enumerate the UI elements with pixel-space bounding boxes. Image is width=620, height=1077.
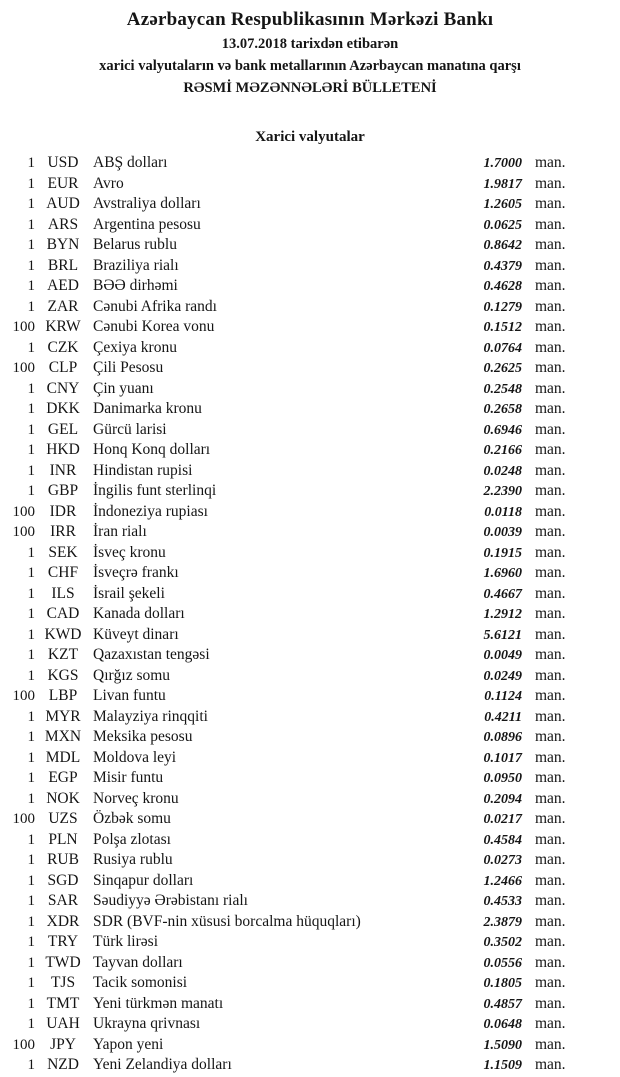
rate-value-cell: 0.6946	[483, 422, 522, 438]
rate-value-cell: 0.2658	[483, 402, 522, 417]
unit-cell: man.	[535, 420, 566, 438]
unit-cell: man.	[535, 1056, 566, 1073]
currency-code-cell: AUD	[46, 195, 80, 212]
rate-value-cell: 0.0049	[483, 648, 522, 663]
currency-name-cell: Gürcü larisi	[93, 420, 167, 438]
quantity-cell: 1	[27, 647, 35, 663]
unit-cell: man.	[535, 953, 566, 971]
currency-name-cell: Türk lirəsi	[93, 933, 158, 950]
currency-code-cell: NZD	[47, 1056, 79, 1073]
quantity-cell: 100	[12, 688, 35, 704]
unit-cell: man.	[535, 994, 566, 1012]
currency-name-cell: İsveçrə frankı	[93, 564, 179, 581]
quantity-cell: 1	[27, 606, 35, 622]
unit-cell: man.	[535, 687, 566, 704]
quantity-cell: 100	[12, 811, 35, 827]
rate-value-cell: 0.0217	[483, 812, 522, 827]
unit-cell: man.	[535, 461, 566, 479]
table-row	[0, 440, 620, 461]
quantity-cell: 1	[27, 421, 35, 438]
currency-name-cell: İndoneziya rupiası	[93, 502, 208, 520]
currency-code-cell: SEK	[48, 543, 78, 561]
rate-value-cell: 0.0556	[483, 955, 522, 971]
table-row	[0, 481, 620, 502]
currency-name-cell: Belarus rublu	[93, 236, 177, 253]
rate-value-cell: 0.0625	[483, 217, 522, 233]
table-row	[0, 1035, 620, 1056]
subtitle-line: xarici valyutaların və bank metallarının Azərbaycan manatına qarşı	[99, 58, 521, 74]
currency-code-cell: PLN	[48, 830, 78, 848]
quantity-cell: 1	[27, 401, 35, 417]
effective-date-line: 13.07.2018 tarixdən etibarən	[221, 36, 399, 52]
document-header	[0, 0, 620, 99]
table-row	[0, 297, 620, 318]
rate-value-cell: 0.0249	[483, 668, 522, 684]
table-row	[0, 194, 620, 215]
quantity-cell: 1	[27, 483, 35, 499]
currency-code-cell: BYN	[46, 236, 80, 253]
currency-code-cell: KRW	[45, 318, 81, 335]
unit-cell: man.	[535, 338, 566, 356]
currency-code-cell: SGD	[47, 871, 79, 889]
table-row	[0, 1014, 620, 1035]
rate-value-cell: 0.0118	[484, 504, 522, 520]
table-row	[0, 809, 620, 830]
currency-name-cell: Səudiyyə Ərəbistanı rialı	[93, 892, 248, 909]
unit-cell: man.	[535, 769, 566, 786]
unit-cell: man.	[535, 502, 566, 520]
rate-value-cell: 0.4533	[483, 894, 522, 909]
table-row	[0, 1055, 620, 1076]
currency-code-cell: IRR	[50, 523, 76, 540]
rate-value-cell: 1.5090	[483, 1037, 522, 1053]
quantity-cell: 1	[27, 872, 35, 889]
rate-value-cell: 0.2094	[483, 791, 522, 807]
unit-cell: man.	[535, 830, 566, 848]
table-row	[0, 891, 620, 912]
table-row	[0, 973, 620, 994]
rate-value-cell: 0.4857	[483, 996, 522, 1012]
rate-value-cell: 1.7000	[483, 156, 522, 171]
table-row	[0, 379, 620, 400]
quantity-cell: 1	[27, 257, 35, 274]
rate-value-cell: 0.3502	[483, 935, 522, 950]
quantity-cell: 1	[27, 626, 35, 643]
unit-cell: man.	[535, 605, 566, 622]
currency-name-cell: Tacik somonisi	[93, 974, 188, 991]
table-row	[0, 563, 620, 584]
currency-code-cell: JPY	[50, 1035, 76, 1053]
currency-code-cell: CLP	[48, 359, 78, 376]
quantity-cell: 1	[27, 770, 35, 786]
currency-name-cell: Misir funtu	[93, 769, 164, 786]
currency-name-cell: BƏƏ dirhəmi	[93, 277, 178, 294]
table-row	[0, 420, 620, 441]
quantity-cell: 1	[27, 278, 35, 294]
currency-name-cell: Honq Konq dolları	[93, 441, 211, 458]
currency-code-cell: AED	[47, 277, 79, 294]
rate-value-cell: 1.1509	[483, 1058, 522, 1073]
quantity-cell: 1	[27, 667, 35, 684]
table-row	[0, 235, 620, 256]
rate-value-cell: 1.9817	[483, 176, 522, 192]
unit-cell: man.	[535, 789, 566, 807]
table-row	[0, 994, 620, 1015]
currency-code-cell: CNY	[46, 379, 80, 397]
currency-code-cell: TWD	[45, 953, 81, 971]
rate-value-cell: 5.6121	[483, 627, 522, 643]
currency-code-cell: DKK	[46, 400, 80, 417]
table-row	[0, 850, 620, 871]
rate-value-cell: 2.2390	[483, 484, 522, 499]
table-row	[0, 338, 620, 359]
currency-name-cell: Tayvan dolları	[93, 953, 183, 971]
currency-code-cell: ARS	[47, 215, 79, 233]
currency-code-cell: GEL	[47, 420, 79, 438]
currency-name-cell: Yeni Zelandiya dolları	[93, 1056, 232, 1073]
quantity-cell: 1	[27, 729, 35, 745]
table-row	[0, 830, 620, 851]
currency-name-cell: Malayziya rinqqiti	[93, 707, 208, 725]
unit-cell: man.	[535, 1035, 566, 1053]
currency-name-cell: Polşa zlotası	[93, 830, 171, 848]
rate-value-cell: 0.4211	[484, 709, 522, 725]
unit-cell: man.	[535, 933, 566, 950]
rate-value-cell: 2.3879	[483, 914, 522, 930]
unit-cell: man.	[535, 236, 566, 253]
currency-name-cell: Danimarka kronu	[93, 400, 202, 417]
quantity-cell: 100	[12, 1036, 35, 1053]
table-row	[0, 666, 620, 687]
rate-value-cell: 0.0896	[483, 730, 522, 745]
currency-code-cell: KWD	[44, 625, 82, 643]
table-row	[0, 748, 620, 769]
currency-code-cell: SAR	[47, 892, 79, 909]
table-row	[0, 461, 620, 482]
unit-cell: man.	[535, 379, 566, 397]
unit-cell: man.	[535, 625, 566, 643]
table-row	[0, 317, 620, 338]
rate-value-cell: 1.6960	[483, 566, 522, 581]
rate-value-cell: 0.4628	[483, 279, 522, 294]
rate-value-cell: 0.1512	[483, 320, 522, 335]
table-row	[0, 399, 620, 420]
unit-cell: man.	[535, 666, 566, 684]
unit-cell: man.	[535, 871, 566, 889]
unit-cell: man.	[535, 441, 566, 458]
quantity-cell: 1	[27, 913, 35, 930]
currency-name-cell: Rusiya rublu	[93, 851, 173, 868]
rate-value-cell: 0.0648	[483, 1017, 522, 1032]
unit-cell: man.	[535, 297, 566, 315]
currency-name-cell: Sinqapur dolları	[93, 871, 194, 889]
currency-code-cell: TJS	[50, 974, 76, 991]
currency-name-cell: Argentina pesosu	[93, 215, 201, 233]
unit-cell: man.	[535, 174, 566, 192]
quantity-cell: 1	[27, 380, 35, 397]
table-row	[0, 215, 620, 236]
currency-name-cell: Moldova leyi	[93, 748, 177, 766]
table-row	[0, 276, 620, 297]
currency-name-cell: İsveç kronu	[93, 543, 166, 561]
unit-cell: man.	[535, 728, 566, 745]
unit-cell: man.	[535, 974, 566, 991]
table-row	[0, 502, 620, 523]
table-row	[0, 727, 620, 748]
quantity-cell: 1	[27, 1057, 35, 1073]
quantity-cell: 1	[27, 831, 35, 848]
currency-code-cell: HKD	[46, 441, 80, 458]
currency-name-cell: Küveyt dinarı	[93, 625, 179, 643]
table-row	[0, 256, 620, 277]
currency-name-cell: Qırğız somu	[93, 666, 171, 684]
quantity-cell: 1	[27, 585, 35, 602]
currency-name-cell: Ukrayna qrivnası	[93, 1015, 201, 1032]
currency-name-cell: SDR (BVF-nin xüsusi borcalma hüquqları)	[93, 912, 361, 930]
table-row	[0, 174, 620, 195]
rate-value-cell: 0.0248	[483, 463, 522, 479]
rate-value-cell: 0.4584	[483, 832, 522, 848]
currency-code-cell: LBP	[48, 687, 78, 704]
unit-cell: man.	[535, 154, 566, 171]
currency-code-cell: ILS	[51, 584, 75, 602]
unit-cell: man.	[535, 318, 566, 335]
quantity-cell: 1	[27, 216, 35, 233]
bank-title: Azərbaycan Respublikasının Mərkəzi Bankı	[126, 9, 494, 30]
table-row	[0, 645, 620, 666]
unit-cell: man.	[535, 810, 566, 827]
currency-name-cell: Braziliya rialı	[93, 256, 179, 274]
rate-value-cell: 0.1017	[483, 750, 522, 766]
unit-cell: man.	[535, 564, 566, 581]
currency-code-cell: EUR	[47, 174, 79, 192]
currency-code-cell: TRY	[47, 933, 79, 950]
currency-code-cell: NOK	[46, 789, 80, 807]
unit-cell: man.	[535, 748, 566, 766]
quantity-cell: 1	[27, 237, 35, 253]
rate-value-cell: 0.1915	[483, 545, 522, 561]
rate-value-cell: 0.4667	[483, 586, 522, 602]
unit-cell: man.	[535, 1015, 566, 1032]
quantity-cell: 1	[27, 954, 35, 971]
currency-code-cell: MXN	[44, 728, 82, 745]
currency-code-cell: CZK	[47, 338, 79, 356]
currency-name-cell: Yapon yeni	[93, 1035, 164, 1053]
currency-code-cell: CAD	[46, 605, 80, 622]
unit-cell: man.	[535, 195, 566, 212]
rate-value-cell: 0.4379	[483, 258, 522, 274]
unit-cell: man.	[535, 277, 566, 294]
rate-value-cell: 0.1279	[483, 299, 522, 315]
quantity-cell: 1	[27, 175, 35, 192]
quantity-cell: 1	[27, 1016, 35, 1032]
rates-table	[0, 153, 620, 1076]
currency-name-cell: Livan funtu	[93, 687, 166, 704]
rate-value-cell: 1.2605	[483, 197, 522, 212]
quantity-cell: 1	[27, 339, 35, 356]
currency-code-cell: MYR	[45, 707, 81, 725]
rate-value-cell: 0.0273	[483, 853, 522, 868]
quantity-cell: 1	[27, 790, 35, 807]
currency-name-cell: Çin yuanı	[93, 379, 154, 397]
unit-cell: man.	[535, 646, 566, 663]
currency-code-cell: IDR	[49, 502, 77, 520]
currency-name-cell: Cənubi Afrika randı	[93, 297, 217, 315]
currency-code-cell: RUB	[47, 851, 79, 868]
table-row	[0, 358, 620, 379]
currency-name-cell: Özbək somu	[93, 810, 171, 827]
currency-code-cell: UZS	[48, 810, 78, 827]
quantity-cell: 1	[27, 934, 35, 950]
currency-code-cell: EGP	[48, 769, 78, 786]
currency-code-cell: TMT	[46, 994, 80, 1012]
quantity-cell: 1	[27, 975, 35, 991]
unit-cell: man.	[535, 584, 566, 602]
rate-value-cell: 0.0950	[483, 771, 522, 786]
rate-value-cell: 0.8642	[483, 238, 522, 253]
currency-code-cell: BRL	[47, 256, 79, 274]
bulletin-title: RƏSMİ MƏZƏNNƏLƏRİ BÜLLETENİ	[183, 80, 437, 96]
table-row	[0, 543, 620, 564]
table-row	[0, 584, 620, 605]
quantity-cell: 1	[27, 442, 35, 458]
rate-value-cell: 0.0039	[483, 525, 522, 540]
currency-name-cell: Kanada dolları	[93, 605, 185, 622]
currency-code-cell: KGS	[47, 666, 79, 684]
currency-name-cell: İran rialı	[93, 523, 147, 540]
table-row	[0, 625, 620, 646]
table-row	[0, 153, 620, 174]
section-title: Xarici valyutalar	[255, 129, 365, 145]
table-row	[0, 912, 620, 933]
quantity-cell: 100	[12, 360, 35, 376]
quantity-cell: 1	[27, 749, 35, 766]
currency-code-cell: GBP	[47, 482, 79, 499]
quantity-cell: 1	[27, 893, 35, 909]
unit-cell: man.	[535, 892, 566, 909]
unit-cell: man.	[535, 400, 566, 417]
quantity-cell: 100	[12, 524, 35, 540]
quantity-cell: 1	[27, 298, 35, 315]
table-row	[0, 686, 620, 707]
currency-code-cell: UAH	[46, 1015, 80, 1032]
currency-code-cell: XDR	[46, 912, 80, 930]
quantity-cell: 1	[27, 565, 35, 581]
unit-cell: man.	[535, 256, 566, 274]
unit-cell: man.	[535, 912, 566, 930]
currency-name-cell: Hindistan rupisi	[93, 461, 193, 479]
quantity-cell: 1	[27, 544, 35, 561]
rate-value-cell: 1.2912	[483, 607, 522, 622]
table-row	[0, 768, 620, 789]
unit-cell: man.	[535, 482, 566, 499]
unit-cell: man.	[535, 543, 566, 561]
quantity-cell: 1	[27, 462, 35, 479]
currency-name-cell: ABŞ dolları	[93, 154, 168, 171]
quantity-cell: 100	[12, 503, 35, 520]
currency-name-cell: Yeni türkmən manatı	[93, 994, 224, 1012]
currency-code-cell: INR	[49, 461, 77, 479]
currency-name-cell: Avro	[93, 174, 124, 192]
table-row	[0, 604, 620, 625]
rate-value-cell: 1.2466	[483, 873, 522, 889]
currency-name-cell: Çili Pesosu	[93, 359, 164, 376]
unit-cell: man.	[535, 707, 566, 725]
quantity-cell: 1	[27, 196, 35, 212]
unit-cell: man.	[535, 851, 566, 868]
rate-value-cell: 0.2548	[483, 381, 522, 397]
currency-code-cell: MDL	[45, 748, 81, 766]
currency-code-cell: ZAR	[47, 297, 79, 315]
currency-name-cell: Norveç kronu	[93, 789, 179, 807]
currency-name-cell: Çexiya kronu	[93, 338, 177, 356]
currency-name-cell: İngilis funt sterlinqi	[93, 482, 217, 499]
rate-value-cell: 0.1805	[483, 976, 522, 991]
currency-code-cell: KZT	[47, 646, 79, 663]
currency-name-cell: Qazaxıstan tengəsi	[93, 646, 210, 663]
quantity-cell: 1	[27, 852, 35, 868]
unit-cell: man.	[535, 523, 566, 540]
currency-code-cell: CHF	[47, 564, 79, 581]
rate-value-cell: 0.2625	[483, 361, 522, 376]
quantity-cell: 1	[27, 155, 35, 171]
unit-cell: man.	[535, 215, 566, 233]
table-row	[0, 707, 620, 728]
unit-cell: man.	[535, 359, 566, 376]
quantity-cell: 1	[27, 708, 35, 725]
currency-name-cell: Avstraliya dolları	[93, 195, 201, 212]
currency-name-cell: Cənubi Korea vonu	[93, 318, 215, 335]
table-row	[0, 953, 620, 974]
table-row	[0, 932, 620, 953]
table-row	[0, 871, 620, 892]
table-row	[0, 789, 620, 810]
quantity-cell: 100	[12, 319, 35, 335]
table-row	[0, 522, 620, 543]
rate-value-cell: 0.2166	[483, 443, 522, 458]
quantity-cell: 1	[27, 995, 35, 1012]
rate-value-cell: 0.1124	[484, 689, 522, 704]
currency-name-cell: İsrail şekeli	[93, 584, 165, 602]
rate-value-cell: 0.0764	[483, 340, 522, 356]
currency-code-cell: USD	[47, 154, 79, 171]
currency-name-cell: Meksika pesosu	[93, 728, 193, 745]
